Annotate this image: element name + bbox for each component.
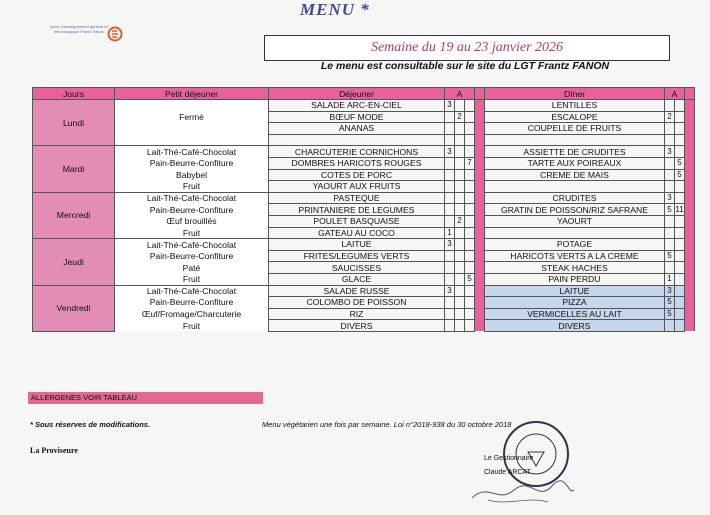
lunch-allergen-cell	[465, 227, 475, 239]
lunch-allergen-cell	[465, 239, 475, 251]
lunch-allergen-cell	[465, 250, 475, 262]
lunch-cell: DIVERS	[269, 320, 445, 332]
table-row	[33, 239, 695, 251]
dinner-allergen-cell	[675, 250, 685, 262]
separator-cell	[475, 297, 485, 309]
separator-cell	[685, 192, 695, 204]
separator-cell	[475, 134, 485, 146]
dinner-allergen-cell: 5	[665, 204, 675, 216]
principal-label: La Proviseure	[30, 446, 78, 455]
dinner-allergen-cell	[675, 134, 685, 146]
dinner-allergen-cell	[675, 273, 685, 285]
separator-cell	[475, 192, 485, 204]
table-row	[33, 204, 695, 216]
table-row	[33, 123, 695, 135]
page-title: MENU *	[300, 0, 370, 19]
dinner-allergen-cell	[675, 181, 685, 193]
dinner-cell: GRATIN DE POISSON/RIZ SAFRANE	[485, 204, 665, 216]
lunch-allergen-cell	[445, 215, 455, 227]
separator-cell	[475, 100, 485, 112]
lunch-cell: LAITUE	[269, 239, 445, 251]
manager-block	[484, 452, 533, 480]
dinner-allergen-cell	[675, 123, 685, 135]
breakfast-cell	[115, 134, 269, 146]
lunch-cell: GLACE	[269, 273, 445, 285]
dinner-allergen-cell	[675, 239, 685, 251]
dinner-allergen-cell	[665, 123, 675, 135]
lunch-allergen-cell	[445, 192, 455, 204]
lunch-allergen-cell	[465, 134, 475, 146]
lunch-cell: FRITES/LEGUMES VERTS	[269, 250, 445, 262]
lunch-allergen-cell	[465, 297, 475, 309]
lunch-allergen-cell	[445, 123, 455, 135]
lunch-cell: RIZ	[269, 308, 445, 320]
dinner-cell: PIZZA	[485, 297, 665, 309]
lunch-allergen-cell: 3	[445, 285, 455, 297]
table-row	[33, 227, 695, 239]
separator-cell	[685, 273, 695, 285]
logo-e-icon	[107, 26, 123, 42]
lunch-allergen-cell	[455, 134, 465, 146]
manager-name: Claude ARCAT	[484, 469, 531, 476]
separator-cell	[475, 227, 485, 239]
dinner-cell: ESCALOPE	[485, 111, 665, 123]
table-row	[33, 181, 695, 193]
separator-cell	[475, 308, 485, 320]
separator-cell	[475, 146, 485, 158]
day-cell: Vendredi	[33, 285, 115, 331]
breakfast-cell: Lait-Thé-Café-Chocolat	[115, 239, 269, 251]
lunch-cell: BŒUF MODE	[269, 111, 445, 123]
lunch-allergen-cell	[455, 285, 465, 297]
lunch-cell: GATEAU AU COCO	[269, 227, 445, 239]
lunch-allergen-cell	[455, 250, 465, 262]
table-row	[33, 285, 695, 297]
separator-cell	[685, 285, 695, 297]
table-row	[33, 146, 695, 158]
lunch-allergen-cell: 3	[445, 239, 455, 251]
vegetarian-note: Menu végétarien une fois par semaine. Loi n°2018-938 du 30 octobre 2018	[262, 420, 512, 429]
lunch-cell: DOMBRES HARICOTS ROUGES	[269, 157, 445, 169]
lunch-allergen-cell	[445, 320, 455, 332]
dinner-allergen-cell: 3	[665, 192, 675, 204]
separator-cell	[475, 320, 485, 332]
lunch-allergen-cell	[445, 297, 455, 309]
header-dinner-allergen: A	[665, 88, 685, 100]
header-breakfast: Petit déjeuner	[115, 88, 269, 100]
dinner-allergen-cell: 1	[665, 273, 675, 285]
lunch-allergen-cell	[445, 169, 455, 181]
lunch-cell: POULET BASQUAISE	[269, 215, 445, 227]
dinner-allergen-cell	[665, 239, 675, 251]
breakfast-cell: Pain-Beurre-Confiture	[115, 250, 269, 262]
lunch-allergen-cell	[455, 227, 465, 239]
dinner-cell: LENTILLES	[485, 100, 665, 112]
dinner-cell	[485, 227, 665, 239]
breakfast-cell: Œuf/Fromage/Charcuterie	[115, 308, 269, 320]
lunch-cell: ANANAS	[269, 123, 445, 135]
lunch-allergen-cell: 3	[445, 146, 455, 158]
lunch-allergen-cell	[445, 308, 455, 320]
table-header	[33, 88, 695, 100]
lunch-allergen-cell	[445, 250, 455, 262]
breakfast-cell	[115, 100, 269, 112]
lunch-allergen-cell	[465, 215, 475, 227]
separator-cell	[475, 111, 485, 123]
separator-cell	[685, 181, 695, 193]
lunch-allergen-cell	[445, 111, 455, 123]
lunch-allergen-cell: 1	[445, 227, 455, 239]
dinner-allergen-cell: 11	[675, 204, 684, 214]
dinner-allergen-cell	[665, 100, 675, 112]
lunch-allergen-cell	[455, 320, 465, 332]
table-row	[33, 192, 695, 204]
breakfast-cell: Fruit	[115, 227, 269, 239]
table-row	[33, 215, 695, 227]
lunch-allergen-cell	[455, 169, 465, 181]
separator-cell	[685, 239, 695, 251]
dinner-cell	[485, 134, 665, 146]
reserve-note: * Sous réserves de modifications.	[30, 420, 151, 429]
lunch-allergen-cell	[445, 262, 455, 274]
lunch-cell: COLOMBO DE POISSON	[269, 297, 445, 309]
separator-cell	[685, 250, 695, 262]
table-row	[33, 134, 695, 146]
logo-text: lycée d'enseignement général et technologique Frantz Fanon	[50, 24, 108, 34]
separator-cell	[475, 273, 485, 285]
breakfast-cell: Fruit	[115, 181, 269, 193]
lunch-allergen-cell	[455, 273, 465, 285]
lunch-allergen-cell	[465, 308, 475, 320]
breakfast-cell: Fermé	[115, 111, 269, 123]
lunch-cell: YAOURT AUX FRUITS	[269, 181, 445, 193]
day-cell: Lundi	[33, 100, 115, 146]
lunch-allergen-cell: 7	[465, 157, 475, 169]
lunch-allergen-cell	[455, 262, 465, 274]
lunch-allergen-cell	[465, 285, 475, 297]
lunch-allergen-cell	[455, 239, 465, 251]
dinner-cell: HARICOTS VERTS A LA CREME	[485, 250, 665, 262]
allergens-banner: ALLERGENES VOIR TABLEAU	[28, 392, 263, 404]
lunch-cell: PRINTANIERE DE LEGUMES	[269, 204, 445, 216]
dinner-allergen-cell: 5	[675, 157, 685, 169]
lunch-cell: COTES DE PORC	[269, 169, 445, 181]
separator-cell	[685, 308, 695, 320]
dinner-allergen-cell	[665, 215, 675, 227]
lunch-cell: SAUCISSES	[269, 262, 445, 274]
separator-cell	[475, 262, 485, 274]
dinner-allergen-cell: 2	[665, 111, 675, 123]
dinner-allergen-cell: 3	[665, 285, 675, 297]
lunch-cell: SALADE RUSSE	[269, 285, 445, 297]
separator-cell	[685, 100, 695, 112]
separator-cell	[475, 215, 485, 227]
separator-cell	[685, 146, 695, 158]
dinner-allergen-cell	[665, 262, 675, 274]
breakfast-cell: Pain-Beurre-Confiture	[115, 204, 269, 216]
breakfast-cell: Lait-Thé-Café-Chocolat	[115, 146, 269, 158]
breakfast-cell: Pain-Beurre-Confiture	[115, 157, 269, 169]
breakfast-cell: Lait-Thé-Café-Chocolat	[115, 192, 269, 204]
separator-cell	[475, 239, 485, 251]
lunch-allergen-cell	[455, 100, 465, 112]
lunch-allergen-cell	[465, 111, 475, 123]
lunch-allergen-cell	[465, 169, 475, 181]
dinner-cell: LAITUE	[485, 285, 665, 297]
dinner-cell: ASSIETTE DE CRUDITES	[485, 146, 665, 158]
separator-cell	[475, 157, 485, 169]
lunch-allergen-cell: 2	[455, 111, 465, 123]
table-row	[33, 262, 695, 274]
lunch-allergen-cell	[455, 157, 465, 169]
separator-cell	[685, 111, 695, 123]
header-days: Jours	[33, 88, 115, 100]
day-cell: Mardi	[33, 146, 115, 192]
separator-cell	[685, 215, 695, 227]
lunch-allergen-cell	[455, 181, 465, 193]
day-cell: Mercredi	[33, 192, 115, 238]
dinner-allergen-cell: 5	[665, 250, 675, 262]
separator-cell	[685, 320, 695, 332]
separator-cell	[685, 134, 695, 146]
lunch-cell: SALADE ARC-EN-CIEL	[269, 100, 445, 112]
lunch-cell: CHARCUTERIE CORNICHONS	[269, 146, 445, 158]
lunch-allergen-cell	[445, 157, 455, 169]
table-row	[33, 250, 695, 262]
table-row	[33, 100, 695, 112]
lunch-allergen-cell: 2	[455, 215, 465, 227]
dinner-allergen-cell	[665, 227, 675, 239]
subtitle: Le menu est consultable sur le site du LGT Frantz FANON	[320, 60, 610, 72]
separator-cell	[685, 262, 695, 274]
dinner-cell: COUPELLE DE FRUITS	[485, 123, 665, 135]
lunch-allergen-cell	[455, 308, 465, 320]
lunch-allergen-cell	[455, 297, 465, 309]
separator-cell	[685, 227, 695, 239]
dinner-allergen-cell	[665, 134, 675, 146]
lunch-allergen-cell	[455, 123, 465, 135]
breakfast-cell: Pain-Beurre-Confiture	[115, 297, 269, 309]
dinner-allergen-cell: 5	[665, 308, 675, 320]
dinner-allergen-cell	[675, 100, 685, 112]
dinner-allergen-cell	[675, 262, 685, 274]
dinner-allergen-cell	[675, 320, 685, 332]
dinner-allergen-cell: 3	[665, 146, 675, 158]
dinner-allergen-cell	[675, 227, 685, 239]
dinner-cell: VERMICELLES AU LAIT	[485, 308, 665, 320]
lunch-allergen-cell	[465, 181, 475, 193]
lunch-allergen-cell	[455, 204, 465, 216]
breakfast-cell	[115, 123, 269, 135]
breakfast-cell: Babybel	[115, 169, 269, 181]
day-cell: Jeudi	[33, 239, 115, 285]
table-row	[33, 157, 695, 169]
separator-cell	[475, 250, 485, 262]
dinner-allergen-cell: 5	[675, 169, 685, 181]
separator-cell	[475, 204, 485, 216]
dinner-cell	[485, 181, 665, 193]
table-row	[33, 320, 695, 332]
table-row	[33, 273, 695, 285]
breakfast-cell: Fruit	[115, 320, 269, 332]
dinner-allergen-cell	[665, 169, 675, 181]
dinner-allergen-cell	[665, 320, 675, 332]
dinner-allergen-cell	[675, 146, 685, 158]
separator-cell	[685, 123, 695, 135]
dinner-allergen-cell	[675, 215, 685, 227]
lunch-allergen-cell	[455, 146, 465, 158]
separator-cell	[475, 169, 485, 181]
menu-table	[32, 87, 695, 332]
breakfast-cell: Œuf brouillés	[115, 215, 269, 227]
lunch-allergen-cell	[465, 100, 475, 112]
table-row	[33, 169, 695, 181]
separator-cell	[685, 169, 695, 181]
dinner-cell: PAIN PERDU	[485, 273, 665, 285]
table-row	[33, 111, 695, 123]
lunch-allergen-cell	[465, 146, 475, 158]
dinner-allergen-cell: 5	[665, 297, 675, 309]
table-row	[33, 297, 695, 309]
breakfast-cell: Paté	[115, 262, 269, 274]
separator-cell	[475, 285, 485, 297]
dinner-allergen-cell	[665, 181, 675, 193]
separator-cell	[685, 157, 695, 169]
lunch-allergen-cell: 3	[445, 100, 455, 112]
separator-cell	[475, 181, 485, 193]
manager-title: Le Gestionnaire	[484, 455, 534, 462]
header-lunch: Déjeuner	[269, 88, 445, 100]
lunch-allergen-cell	[445, 134, 455, 146]
separator-cell	[685, 297, 695, 309]
lunch-allergen-cell	[465, 192, 475, 204]
breakfast-cell: Fruit	[115, 273, 269, 285]
school-logo	[50, 24, 130, 70]
dinner-cell: YAOURT	[485, 215, 665, 227]
lunch-cell: PASTEQUE	[269, 192, 445, 204]
header-lunch-allergen: A	[445, 88, 475, 100]
lunch-allergen-cell	[445, 181, 455, 193]
separator-cell	[475, 123, 485, 135]
dinner-allergen-cell	[665, 157, 675, 169]
week-banner: Semaine du 19 au 23 janvier 2026	[264, 35, 670, 61]
lunch-allergen-cell	[465, 123, 475, 135]
dinner-allergen-cell	[675, 192, 685, 204]
table-row	[33, 308, 695, 320]
separator-cell	[685, 204, 695, 216]
lunch-allergen-cell	[455, 192, 465, 204]
lunch-allergen-cell	[445, 204, 455, 216]
dinner-cell: DIVERS	[485, 320, 665, 332]
breakfast-cell: Lait-Thé-Café-Chocolat	[115, 285, 269, 297]
dinner-cell: POTAGE	[485, 239, 665, 251]
dinner-cell: CREME DE MAIS	[485, 169, 665, 181]
dinner-cell: TARTE AUX POIREAUX	[485, 157, 665, 169]
dinner-allergen-cell	[675, 285, 685, 297]
lunch-allergen-cell	[465, 320, 475, 332]
dinner-allergen-cell	[675, 111, 685, 123]
lunch-allergen-cell	[445, 273, 455, 285]
signature	[468, 478, 578, 508]
lunch-allergen-cell	[465, 204, 475, 216]
menu-body	[33, 100, 695, 332]
lunch-allergen-cell: 5	[465, 273, 475, 285]
header-dinner: Dîner	[485, 88, 665, 100]
dinner-allergen-cell	[675, 308, 685, 320]
lunch-cell	[269, 134, 445, 146]
lunch-allergen-cell	[465, 262, 475, 274]
dinner-allergen-cell	[675, 297, 685, 309]
dinner-cell: STEAK HACHES	[485, 262, 665, 274]
dinner-cell: CRUDITES	[485, 192, 665, 204]
